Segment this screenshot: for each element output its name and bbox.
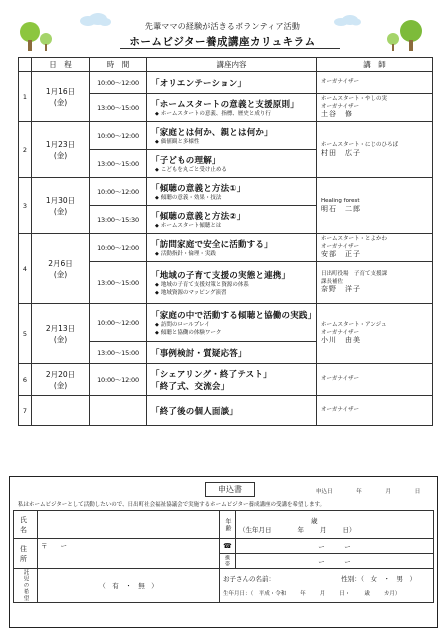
slot-content bbox=[147, 72, 317, 94]
lecture-subtopic: ◆ 地域資源のマッピング演習 bbox=[151, 289, 316, 297]
birth-year: 年 bbox=[297, 525, 304, 534]
session-weekday: (金) bbox=[53, 206, 68, 216]
phone-field[interactable]: ー ー bbox=[236, 539, 434, 554]
page-title: ホームビジター養成講座カリュキラム bbox=[129, 36, 316, 48]
session-date bbox=[32, 122, 90, 178]
birth-date-line bbox=[239, 525, 430, 534]
birth-day: 日） bbox=[342, 525, 356, 534]
child-gender[interactable]: 性別：（ 女 ・ 男 ） bbox=[341, 574, 416, 583]
slot-time: 10:00〜12:00 bbox=[90, 178, 147, 206]
lecture-title: 「ホームスタートの意義と支援原則」 bbox=[151, 99, 299, 110]
age-unit: 歳 bbox=[311, 516, 318, 525]
instructor-name: 土谷 修 bbox=[321, 110, 353, 119]
session-number: 5 bbox=[19, 304, 32, 364]
slot-time: 13:00〜15:00 bbox=[90, 94, 147, 122]
lecture-subtopic: ◆ 訪問のロールプレイ bbox=[151, 321, 316, 329]
form-intro: 私はホームビジターとして活動したいので、日出町社会福祉協議会で実施するホームビジター養成講座の受講を希望します。 bbox=[18, 502, 326, 508]
instructor-org: ホームスタート・とよかわ bbox=[321, 236, 388, 243]
slot-content bbox=[147, 396, 317, 426]
slot-content bbox=[147, 150, 317, 178]
slot-instructor bbox=[317, 364, 433, 396]
instructor-name: 安部 正子 bbox=[321, 250, 361, 259]
slot-content bbox=[147, 234, 317, 262]
slot-time: 10:00〜12:00 bbox=[90, 304, 147, 342]
session-date bbox=[32, 396, 90, 426]
slot-time: 10:00〜12:00 bbox=[90, 234, 147, 262]
lecture-subtopic: ◆ ホームスタートの意義、指標、歴史と成り行 bbox=[151, 110, 316, 118]
age-label: 年齢 bbox=[220, 511, 236, 539]
child-birth-year: 年 bbox=[300, 590, 306, 597]
lecture-subtopic: ◆ こどもを丸ごと受け止める bbox=[151, 166, 316, 174]
child-name-label[interactable]: お子さんの名前： bbox=[223, 574, 275, 583]
session-date-text: 2月20日 bbox=[45, 369, 76, 379]
application-date bbox=[316, 487, 420, 495]
lecture-title: 「傾聴の意義と方法②」 bbox=[151, 211, 246, 222]
page-subtitle: 先輩ママの経験が活きるボランティア活動 bbox=[144, 22, 301, 31]
lecture-title: 「終了式、交流会」 bbox=[151, 381, 230, 392]
slot-content bbox=[147, 342, 317, 364]
slot-time: 13:00〜15:30 bbox=[90, 206, 147, 234]
instructor-org: ホームスタート・にじのひろば bbox=[321, 142, 399, 148]
instructor-name: 奈野 洋子 bbox=[321, 285, 361, 294]
date-day: 日 bbox=[414, 489, 421, 495]
child-birth-day: 日・ bbox=[339, 590, 351, 597]
instructor-name: 小川 由美 bbox=[321, 336, 361, 345]
mobile-field[interactable]: ー ー bbox=[236, 554, 434, 569]
lecture-subtopic: ◆ 傾聴と協働の体験ワーク bbox=[151, 329, 316, 337]
child-name-line bbox=[223, 574, 430, 583]
slot-time: 13:00〜15:00 bbox=[90, 342, 147, 364]
form-row-address bbox=[14, 539, 434, 554]
slot-instructor bbox=[317, 262, 433, 304]
slot-content bbox=[147, 262, 317, 304]
session-number: 7 bbox=[19, 396, 32, 426]
instructor-org: ホームスタート・やしの実 bbox=[321, 96, 388, 103]
session-date bbox=[32, 72, 90, 122]
lecture-title: 「オリエンテーション」 bbox=[151, 78, 247, 89]
lecture-title: 「地域の子育て支援の実態と連携」 bbox=[151, 270, 291, 281]
child-age-unit: 歳 bbox=[364, 590, 370, 597]
title-underline bbox=[120, 48, 340, 49]
session-number: 1 bbox=[19, 72, 32, 122]
slot-instructor bbox=[317, 122, 433, 178]
slot-content bbox=[147, 364, 317, 396]
lecture-subtopic: ◆ ホームスタート傾聴とは bbox=[151, 222, 316, 230]
mobile-label: 携帯 bbox=[220, 554, 236, 569]
form-title: 申込書 bbox=[205, 482, 255, 497]
session-number: 4 bbox=[19, 234, 32, 304]
child-info bbox=[220, 569, 434, 603]
slot-time: 10:00〜12:00 bbox=[90, 122, 147, 150]
session-number: 3 bbox=[19, 178, 32, 234]
form-row-name bbox=[14, 511, 434, 539]
childcare-label: 託児の希望 bbox=[14, 569, 38, 603]
slot-time: 13:00〜15:00 bbox=[90, 262, 147, 304]
child-months-unit: カ月） bbox=[383, 590, 401, 597]
instructor-org: ホームスタート・アンジュ bbox=[321, 322, 387, 329]
lecture-title: 「訪問家庭で安全に活動する」 bbox=[151, 239, 273, 250]
address-field[interactable] bbox=[38, 539, 220, 569]
instructor-role: オーガナイザー bbox=[321, 103, 360, 110]
session-weekday: (金) bbox=[53, 150, 68, 160]
instructor-org: オーガナイザー bbox=[321, 375, 360, 382]
lecture-subtopic: ◆ 価値観と多様性 bbox=[151, 138, 316, 146]
schedule-table bbox=[18, 57, 433, 426]
childcare-option[interactable]: （ 有 ・ 無 ） bbox=[38, 569, 220, 603]
session-date bbox=[32, 364, 90, 396]
slot-content bbox=[147, 206, 317, 234]
lecture-title: 「家庭の中で活動する傾聴と協働の実践」 bbox=[151, 310, 317, 321]
birth-month: 月 bbox=[320, 525, 327, 534]
instructor-name: 明石 二郎 bbox=[321, 204, 361, 213]
birth-label: （生年月日 bbox=[239, 525, 272, 534]
slot-instructor bbox=[317, 234, 433, 262]
session-date bbox=[32, 304, 90, 364]
session-weekday: (金) bbox=[53, 97, 68, 107]
instructor-role: オーガナイザー bbox=[321, 243, 360, 250]
table-header-row bbox=[19, 58, 433, 72]
age-field[interactable] bbox=[236, 511, 434, 539]
header-instructor: 講 師 bbox=[317, 58, 433, 72]
session-number: 2 bbox=[19, 122, 32, 178]
instructor-role: 課長補佐 bbox=[321, 278, 344, 285]
lecture-title: 「シェアリング・終了テスト」 bbox=[151, 369, 272, 380]
table-row bbox=[19, 364, 433, 396]
lecture-subtopic: ◆ 地域の子育て支援対策と資源の体系 bbox=[151, 281, 316, 289]
slot-instructor bbox=[317, 94, 433, 122]
slot-content bbox=[147, 122, 317, 150]
address-label: 住所 bbox=[14, 539, 38, 569]
table-row bbox=[19, 396, 433, 426]
instructor-org: Healing forest bbox=[321, 198, 360, 204]
table-row bbox=[19, 304, 433, 342]
postal-mark: 〒 ー bbox=[41, 542, 67, 550]
lecture-title: 「家庭とは何か、親とは何か」 bbox=[151, 127, 273, 138]
slot-content bbox=[147, 178, 317, 206]
table-row bbox=[19, 234, 433, 262]
table-row bbox=[19, 122, 433, 150]
slot-content bbox=[147, 304, 317, 342]
instructor-org: オーガナイザー bbox=[321, 78, 360, 85]
header bbox=[0, 0, 445, 54]
session-date-text: 1月30日 bbox=[45, 195, 76, 205]
slot-instructor bbox=[317, 396, 433, 426]
lecture-subtopic: ◆ 活動指針・倫理・実践 bbox=[151, 250, 316, 258]
date-label: 申込日 bbox=[316, 489, 333, 495]
slot-time: 10:00〜12:00 bbox=[90, 364, 147, 396]
header-no bbox=[19, 58, 32, 72]
lecture-subtopic: ◆ 傾聴の意義・効果・技法 bbox=[151, 194, 316, 202]
date-month: 月 bbox=[385, 489, 392, 495]
phone-icon: ☎ bbox=[220, 539, 236, 554]
slot-instructor bbox=[317, 72, 433, 94]
session-date-text: 1月23日 bbox=[45, 139, 76, 149]
form-row-childcare bbox=[14, 569, 434, 603]
session-date-text: 2月13日 bbox=[45, 323, 76, 333]
instructor-name: 村田 広子 bbox=[321, 148, 361, 157]
session-weekday: (金) bbox=[53, 334, 68, 344]
slot-instructor bbox=[317, 304, 433, 364]
slot-content bbox=[147, 94, 317, 122]
lecture-title: 「終了後の個人面談」 bbox=[151, 406, 239, 417]
header-date: 日 程 bbox=[32, 58, 90, 72]
application-table bbox=[13, 510, 434, 603]
table-row bbox=[19, 178, 433, 206]
header-content: 講座内容 bbox=[147, 58, 317, 72]
session-date bbox=[32, 234, 90, 304]
header-time: 時 間 bbox=[90, 58, 147, 72]
instructor-org: 日出町役場 子育て支援課 bbox=[321, 271, 388, 278]
lecture-title: 「事例検討・質疑応答」 bbox=[151, 348, 247, 359]
slot-time bbox=[90, 396, 147, 426]
session-number: 6 bbox=[19, 364, 32, 396]
session-date-text: 1月16日 bbox=[45, 86, 76, 96]
child-birth-month: 月 bbox=[319, 590, 326, 597]
application-form bbox=[9, 476, 438, 628]
name-field[interactable] bbox=[38, 511, 220, 539]
session-weekday: (金) bbox=[53, 380, 68, 390]
session-date bbox=[32, 178, 90, 234]
session-date-text: 2月6日 bbox=[48, 258, 73, 268]
lecture-title: 「傾聴の意義と方法①」 bbox=[151, 183, 246, 194]
child-birth-label: 生年月日：（ 平成・令和 bbox=[223, 590, 287, 597]
slot-instructor bbox=[317, 178, 433, 234]
child-birth-line bbox=[223, 589, 430, 597]
slot-time: 10:00〜12:00 bbox=[90, 72, 147, 94]
table-row bbox=[19, 72, 433, 94]
session-weekday: (金) bbox=[53, 269, 68, 279]
name-label: 氏名 bbox=[14, 511, 38, 539]
instructor-org: オーガナイザー bbox=[321, 406, 360, 413]
lecture-title: 「子どもの理解」 bbox=[151, 155, 221, 166]
slot-time: 13:00〜15:00 bbox=[90, 150, 147, 178]
instructor-role: オーガナイザー bbox=[321, 329, 360, 336]
date-year: 年 bbox=[356, 489, 362, 495]
